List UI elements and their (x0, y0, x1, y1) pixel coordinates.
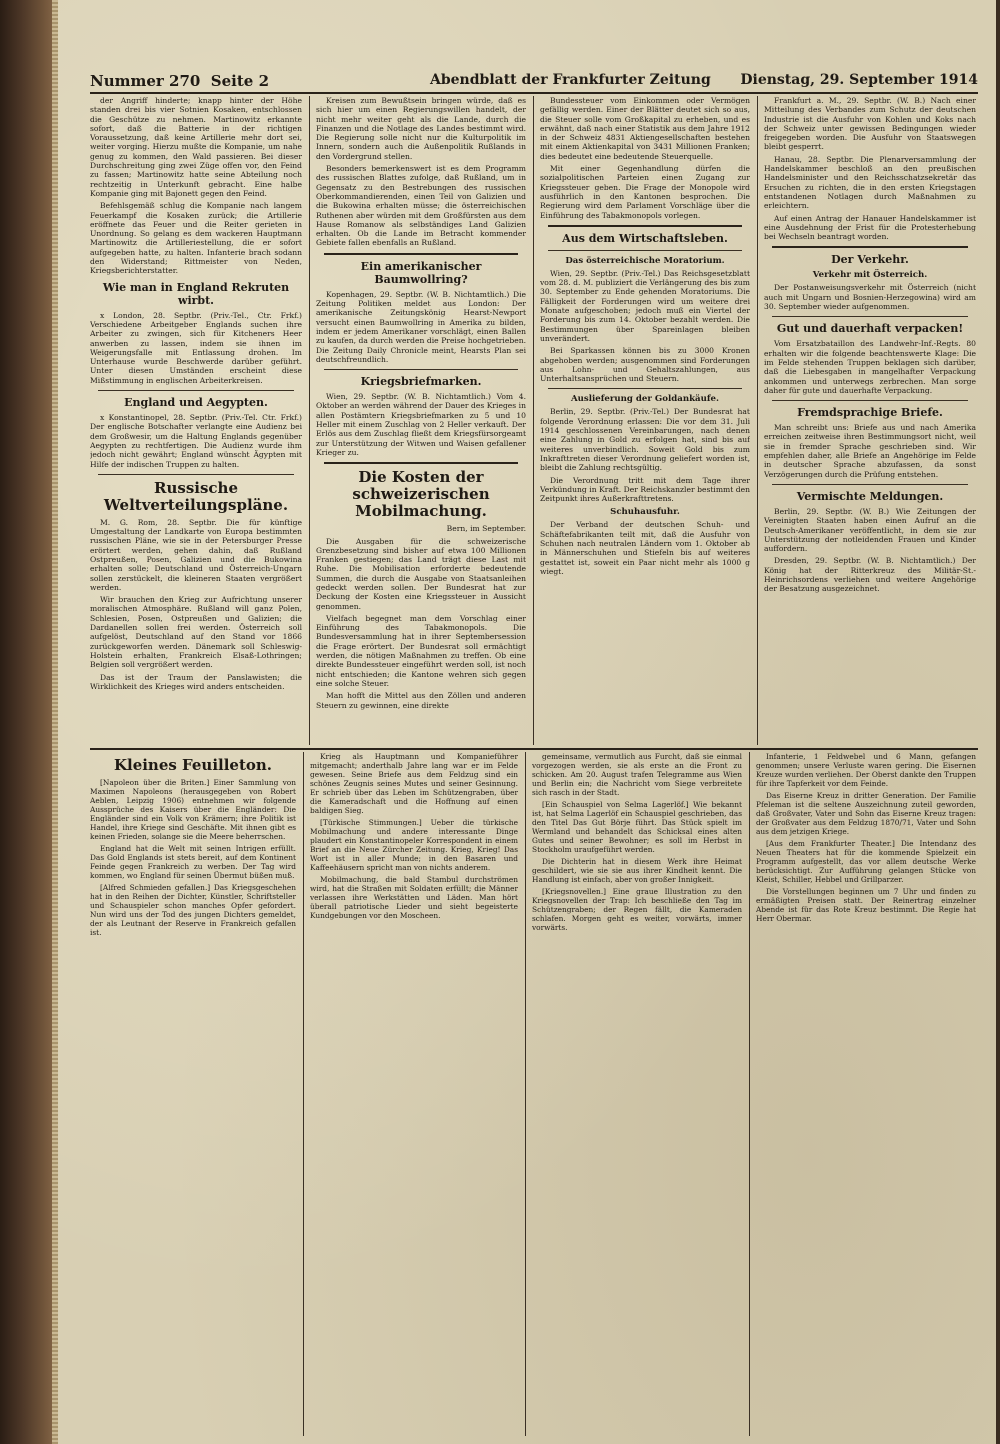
separator (772, 484, 968, 485)
article-paragraph: England hat die Welt mit seinen Intrigen erfüllt. Das Gold Englands ist stets bereit, auf dem Kontinent Feinde gegen Frankreich zu werben. Der Tag wird kommen, wo England für seinen Übermut büßen muß. (90, 844, 296, 880)
article-heading: Fremdsprachige Briefe. (797, 406, 943, 420)
masthead-rule (90, 92, 978, 94)
paper-title: Abendblatt der Frankfurter Zeitung (430, 72, 711, 88)
column-rule (525, 752, 526, 1436)
separator (548, 225, 742, 227)
feuilleton-column-4 (756, 752, 976, 1438)
article-paragraph: [Türkische Stimmungen.] Ueber die türkische Mobilmachung und andere interessante Dinge plaudert ein Konstantinopeler Korrespondent in einem Brief an die Neue Zürcher Zeitung. Krieg, Krieg! Das Wort ist in aller Munde; in den Basaren und Kaffeehäusern spricht man von nichts anderem. (310, 818, 518, 872)
article-paragraph: Besonders bemerkenswert ist es dem Programm des russischen Blattes zufolge, daß Rußland, um in Gegensatz zu den Bestrebungen des russischen Oberkommandierenden, einen Teil von Galizien und die Bukowina erhalten müsse; die österreichischen Ruthenen aber würden mit dem Großfürsten aus dem Hause Romanow als selbständiges Land Galizien erhalten. Ob die Lande im Betracht kommender Gebiete fallen ebenfalls an Rußland. (316, 164, 526, 248)
article-paragraph: Der Postanweisungsverkehr mit Österreich (nicht auch mit Ungarn und Bosnien-Herzegowina) wird am 30. September wieder aufgenommen. (764, 283, 976, 312)
article-paragraph: Berlin, 29. Septbr. (W. B.) Wie Zeitungen der Vereinigten Staaten haben einen Aufruf an die Deutsch-Amerikaner veröffentlicht, in dem sie zur Unterstützung der notleidenden Frauen und Kinder auffordern. (764, 506, 976, 554)
column-rule (757, 96, 758, 745)
article-paragraph: Die Verordnung tritt mit dem Tage ihrer Verkündung in Kraft. Der Reichskanzler bestimmt den Zeitpunkt ihres Außerkrafttretens. (540, 475, 750, 504)
article-heading: Russische Weltverteilungspläne. (103, 478, 289, 514)
article-paragraph: Auf einen Antrag der Hanauer Handelskammer ist eine Ausdehnung der Frist für die Protesterhebung bei Wechseln beantragt worden. (764, 213, 976, 242)
article-heading: Kriegsbriefmarken. (360, 375, 482, 389)
article-paragraph: Vom Ersatzbataillon des Landwehr-Inf.-Regts. 80 erhalten wir die folgende beachtenswerte Klage: Die im Felde stehenden Truppen beklagen sich darüber, daß die Liebesgaben in mangelhafter Verpackung ankommen und unterwegs zerbrechen. Man sorge daher für gute und dauerhafte Verpackung. (764, 339, 976, 395)
article-heading: Das österreichische Moratorium. (565, 255, 725, 266)
article-paragraph: Die Vorstellungen beginnen um 7 Uhr und finden zu ermäßigten Preisen statt. Der Reinertrag einzelner Abende ist für das Rote Kreuz bestimmt. Die Regie hat Herr Obermar. (756, 887, 976, 923)
article-paragraph: Infanterie, 1 Feldwebel und 6 Mann, gefangen genommen; unsere Verluste waren gering. Die Eisernen Kreuze wurden verliehen. Der Oberst dankte den Truppen für ihre Tapferkeit vor dem Feinde. (756, 752, 976, 788)
separator (772, 400, 968, 401)
article-paragraph: Dresden, 29. Septbr. (W. B. Nichtamtlich.) Der König hat der Ritterkreuz des Militär-St.-Heinrichsordens verliehen und weitere Angehörige der Besatzung ausgezeichnet. (764, 556, 976, 594)
article-paragraph: Die Ausgaben für die schweizerische Grenzbesetzung sind bisher auf etwa 100 Millionen Franken gestiegen; das Land trägt diese Last mit Ruhe. Die Mobilisation erforderte bedeutende Summen, die durch die Ausgabe von Staatsanleihen gedeckt werden sollen. Der Bundesrat hat zur Deckung der Kosten eine Kriegssteuer in Aussicht genommen. (316, 536, 526, 611)
issue-number: Nummer 270 Seite 2 (90, 72, 270, 90)
article-paragraph: [Alfred Schmieden gefallen.] Das Kriegsgeschehen hat in den Reihen der Dichter, Künstler, Schriftsteller und Schauspieler schon manches Opfer gefordert. Nun wird uns der Tod des jungen Dichters gemeldet, der als Leutnant der Reserve in Frankreich gefallen ist. (90, 883, 296, 937)
separator (772, 316, 968, 317)
article-paragraph: Wien, 29. Septbr. (Priv.-Tel.) Das Reichsgesetzblatt vom 28. d. M. publiziert die Verlängerung des bis zum 30. September zu Ende gehenden Moratoriums. Die Fälligkeit der Forderungen wird um weitere drei Monate aufgeschoben; jedoch muß ein Viertel der Forderung bis zum 14. Oktober bezahlt werden. Die Bestimmungen über Spareinlagen bleiben unverändert. (540, 268, 750, 343)
column-rule (749, 752, 750, 1436)
article-paragraph: x Konstantinopel, 28. Septbr. (Priv.-Tel. Ctr. Frkf.) Der englische Botschafter verlangte eine Audienz bei dem Großwesir, um die Haltung Englands gegenüber Aegypten zu rechtfertigen. Die Audienz wurde ihm jedoch nicht gewährt; England wünscht Ägypten mit Hilfe der indischen Truppen zu halten. (90, 413, 302, 469)
column-2 (316, 96, 526, 745)
dateline: Bern, im September. (446, 524, 526, 534)
article-paragraph: Bundessteuer vom Einkommen oder Vermögen gefällig werden. Einer der Blätter deutet sich so aus, die Steuer solle vom Großkapital zu erheben, und es erwähnt, daß nach einer Statistik aus dem Jahre 1912 in der Schweiz 4831 Aktiengesellschaften bestehen mit einem Aktienkapital von 3431 Millionen Franken; dies bedeutet eine bedeutende Steuerquelle. (540, 96, 750, 161)
column-rule (533, 96, 534, 745)
article-paragraph: Befehlsgemäß schlug die Kompanie nach langem Feuerkampf die Kosaken zurück; die Artillerie eröffnete das Feuer und die Reiter gerieten in Unordnung. So gelang es dem wackeren Hauptmann Martinowitz die Artilleriestellung, die er sofort aufgegeben hatte, zu halten. Infanterie brach sodann den Widerstand; Rittmeister von Neden, Kriegsberichterstatter. (90, 201, 302, 276)
feuilleton-title: Kleines Feuilleton. (113, 756, 273, 774)
article-heading: Schuhausfuhr. (610, 507, 680, 518)
article-paragraph: Hanau, 28. Septbr. Die Plenarversammlung der Handelskammer beschloß an den preußischen Handelsminister und den Reichsschatzsekretär das Ersuchen zu richten, die in den ersten Kriegstagen entstandenen Notlagen durch Maßnahmen zu erleichtern. (764, 154, 976, 211)
article-paragraph: Das Eiserne Kreuz in dritter Generation. Der Familie Pfeleman ist die seltene Auszeichnung zuteil geworden, daß Großvater, Vater und Sohn das Eiserne Kreuz tragen: der Großvater aus dem Feldzug 1870/71, Vater und Sohn aus dem jetzigen Kriege. (756, 791, 976, 836)
article-paragraph: Man schreibt uns: Briefe aus und nach Amerika erreichen zeitweise ihren Bestimmungsort nicht, weil sie in fremder Sprache geschrieben sind. Wir empfehlen daher, alle Briefe an Angehörige im Felde in deutscher Sprache abzufassen, da sonst Verzögerungen durch die Prüfung entstehen. (764, 423, 976, 479)
article-heading: Gut und dauerhaft verpacken! (776, 322, 964, 336)
issue-date: Dienstag, 29. September 1914 (740, 72, 978, 88)
feuilleton-rule (90, 748, 978, 750)
article-paragraph: Krieg als Hauptmann und Kompanieführer mitgemacht; anderthalb Jahre lang war er im Felde gewesen. Seine Briefe aus dem Feldzug sind ein schönes Zeugnis seines Mutes und seiner Gesinnung. Er schrieb über das Leben im Schützengraben, über die Kameradschaft und die Hoffnung auf einen baldigen Sieg. (310, 752, 518, 815)
feuilleton-column-1 (90, 752, 296, 1438)
article-paragraph: gemeinsame, vermutlich aus Furcht, daß sie einmal vorgezogen werden, sie als erste an die Front zu schicken. Am 20. August trafen Telegramme aus Wien und Berlin ein; die Nachricht vom Siege verbreitete sich rasch in der Stadt. (532, 752, 742, 797)
article-paragraph: Bei Sparkassen können bis zu 3000 Kronen abgehoben werden; ausgenommen sind Forderungen aus Lohn- und Gehaltszahlungen, aus Unterhaltsansprüchen und Steuern. (540, 346, 750, 384)
article-paragraph: M. G. Rom, 28. Septbr. Die für künftige Umgestaltung der Landkarte von Europa bestimmten russischen Pläne, wie sie in der Petersburger Presse erörtert werden, gehen dahin, daß Rußland Ostpreußen, Posen, Galizien und die Bukowina erhalten solle; Deutschland und Österreich-Ungarn sollen zerstückelt, die kleineren Staaten vergrößert werden. (90, 517, 302, 592)
newspaper-page (58, 0, 996, 1444)
separator (548, 250, 742, 251)
article-paragraph: Man hofft die Mittel aus den Zöllen und anderen Steuern zu gewinnen, eine direkte (316, 691, 526, 710)
masthead (90, 68, 978, 92)
article-paragraph: der Angriff hinderte; knapp hinter der Höhe standen drei bis vier Sotnien Kosaken, entschlossen die Geschütze zu nehmen. Martinowitz erkannte sofort, daß die Batterie in der richtigen Voraussetzung, daß keine Artillerie mehr dort sei, weiter vorging. Hierzu mußte die Kompanie, um nahe genug zu kommen, den Wald passieren. Bei dieser Durchschreitung ging zwei Züge offen vor, den Feind zu fassen; Martinowitz hatte seine Abteilung noch rechtzeitig in Unterkunft gebracht. Eine halbe Kompanie ging mit Bajonett gegen den Feind. (90, 96, 302, 198)
article-heading: Vermischte Meldungen. (796, 489, 944, 503)
article-paragraph: Kreisen zum Bewußtsein bringen würde, daß es sich hier um einen Regierungswillen handelt, der nicht mehr weiter geht als die Lande, durch die Finanzen und die Notlage des Landes bestimmt wird. Die Regierung solle nicht nur die Kulturpolitik im Innern, sondern auch die Außenpolitik Rußlands in den Vordergrund stellen. (316, 96, 526, 161)
section-heading: Der Verkehr. (831, 253, 909, 267)
separator (548, 388, 742, 389)
column-rule (303, 752, 304, 1436)
article-heading: Wie man in England Rekruten wirbt. (102, 280, 290, 307)
article-heading: Verkehr mit Österreich. (812, 270, 928, 281)
article-paragraph: Der Verband der deutschen Schuh- und Schäftefabrikanten teilt mit, daß die Ausfuhr von Schuhen nach neutralen Ländern vom 1. Oktober ab in Männerschuhen und Stiefeln bis auf weiteres gestattet ist, soweit ein Paar nicht mehr als 1000 g wiegt. (540, 520, 750, 576)
article-paragraph: Mobilmachung, die bald Stambul durchströmen wird, hat die Straßen mit Soldaten erfüllt; die Männer verlassen ihre Werkstätten und Läden. Man hört überall patriotische Lieder und sieht begeisterte Kundgebungen vor den Moscheen. (310, 875, 518, 920)
article-paragraph: Mit einer Gegenhandlung dürfen die sozialpolitischen Parteien einen Zugang zur Kriegssteuer geben. Die Frage der Monopole wird ausführlich in den Kantonen besprochen. Die Regierung wird dem Parlament Vorschläge über die Einführung des Tabakmonopols vorlegen. (540, 164, 750, 220)
article-paragraph: [Kriegsnovellen.] Eine graue Illustration zu den Kriegsnovellen der Trap: Ich beschließe den Tag im Schützengraben; der Regen fällt, die Kameraden schlafen. Morgen geht es weiter, vorwärts, immer vorwärts. (532, 887, 742, 932)
column-rule (309, 96, 310, 745)
book-binding (0, 0, 58, 1444)
article-paragraph: [Aus dem Frankfurter Theater.] Die Intendanz des Neuen Theaters hat für die kommende Spielzeit ein Programm aufgestellt, das vor allem deutsche Werke berücksichtigt. Zur Aufführung gelangen Stücke von Kleist, Schiller, Hebbel und Grillparzer. (756, 839, 976, 884)
separator (98, 390, 294, 391)
separator (324, 462, 518, 464)
article-paragraph: Berlin, 29. Septbr. (Priv.-Tel.) Der Bundesrat hat folgende Verordnung erlassen: Die vor dem 31. Juli 1914 geschlossenen Vereinbarungen, nach denen eine Zahlung in Gold zu erfolgen hat, sind bis auf weiteres unverbindlich. Soweit Gold bis zum Inkrafttreten dieser Verordnung geliefert worden ist, bleibt die Zahlung rechtsgültig. (540, 407, 750, 473)
column-3 (540, 96, 750, 745)
article-paragraph: Kopenhagen, 29. Septbr. (W. B. Nichtamtlich.) Die Zeitung Politiken meldet aus London: Der amerikanische Zeitungskönig Hearst-Newport versucht einen Baumwollring in Amerika zu bilden, indem er jedem Amerikaner vorschlägt, einen Ballen zu kaufen, da durch werden die Preise hochgetrieben. Die Zeitung Daily Chronicle meint, Hearsts Plan sei deutschfreundlich. (316, 289, 526, 364)
article-paragraph: [Napoleon über die Briten.] Einer Sammlung von Maximen Napoleons (herausgegeben von Robert Aeblen, Leipzig 1906) entnehmen wir folgende Aussprüche des Kaisers über die Engländer: Die Engländer sind ein Volk von Krämern; ihre Politik ist Handel, ihre Kriege sind Geschäfte. Mit ihnen gibt es keinen Frieden, solange sie die Meere beherrschen. (90, 778, 296, 841)
column-4 (764, 96, 976, 745)
article-heading: England und Aegypten. (124, 396, 268, 410)
article-paragraph: Die Dichterin hat in diesem Werk ihre Heimat geschildert, wie sie sie aus ihrer Kindheit kennt. Die Handlung ist einfach, aber von großer Innigkeit. (532, 857, 742, 884)
separator (772, 246, 968, 248)
article-paragraph: Vielfach begegnet man dem Vorschlag einer Einführung des Tabakmonopols. Die Bundesversammlung hat in ihrer Septembersession die Frage erörtert. Der Bundesrat soll ermächtigt werden, die nötigen Maßnahmen zu treffen. Ob eine direkte Bundessteuer eingeführt werden soll, ist noch nicht entschieden; die Kantone wehren sich gegen eine solche Steuer. (316, 613, 526, 688)
section-heading: Aus dem Wirtschaftsleben. (562, 231, 728, 245)
separator (324, 369, 518, 370)
article-heading: Ein amerikanischer Baumwollring? (360, 259, 482, 286)
article-paragraph: [Ein Schauspiel von Selma Lagerlöf.] Wie bekannt ist, hat Selma Lagerlöf ein Schauspiel geschrieben, das den Titel Das Gut Börje führt. Das Stück spielt im Wermland und behandelt das Schicksal eines alten Gutes und seiner Bewohner; es soll im Herbst in Stockholm uraufgeführt werden. (532, 800, 742, 854)
article-paragraph: Das ist der Traum der Panslawisten; die Wirklichkeit des Krieges wird anders entscheiden. (90, 672, 302, 691)
separator (98, 474, 294, 475)
column-1 (90, 96, 302, 745)
article-heading: Die Kosten der schweizerischen Mobilmachung. (352, 468, 490, 521)
feuilleton-column-2 (310, 752, 518, 1438)
feuilleton-column-3 (532, 752, 742, 1438)
article-paragraph: Wien, 29. Septbr. (W. B. Nichtamtlich.) Vom 4. Oktober an werden während der Dauer des Krieges in allen Postämtern Kriegsbriefmarken zu 5 und 10 Heller mit einem Zuschlag von 2 Heller verkauft. Der Erlös aus dem Zuschlag fließt dem Kriegsfürsorgeamt zur Unterstützung der Witwen und Waisen gefallener Krieger zu. (316, 392, 526, 457)
article-paragraph: x London, 28. Septbr. (Priv.-Tel., Ctr. Frkf.) Verschiedene Arbeitgeber Englands suchen ihre Arbeiter zu zwingen, sich für Kitcheners Heer anwerben zu lassen, indem sie ihnen im Weigerungsfalle mit Entlassung drohen. Im Unterhause wurde Beschwerde darüber geführt. Unter diesen Umständen erscheint diese Mißstimmung in englischen Arbeiterkreisen. (90, 310, 302, 385)
separator (324, 253, 518, 255)
article-paragraph: Wir brauchen den Krieg zur Aufrichtung unserer moralischen Atmosphäre. Rußland will ganz Polen, Schlesien, Posen, Ostpreußen und Galizien; die Dardanellen sollen frei werden. Österreich soll aufgelöst, Deutschland auf den Stand vor 1866 zurückgeworfen werden. Dänemark soll Schleswig-Holstein erhalten, Frankreich Elsaß-Lothringen; Belgien soll vergrößert werden. (90, 595, 302, 670)
article-heading: Auslieferung der Goldankäufe. (570, 394, 720, 405)
article-paragraph: Frankfurt a. M., 29. Septbr. (W. B.) Nach einer Mitteilung des Verbandes zum Schutz der deutschen Industrie ist die Ausfuhr von Kohlen und Koks nach der Schweiz unter gewissen Bedingungen wieder freigegeben worden. Die Ausfuhr von Staatswegen bleibt gesperrt. (764, 96, 976, 152)
